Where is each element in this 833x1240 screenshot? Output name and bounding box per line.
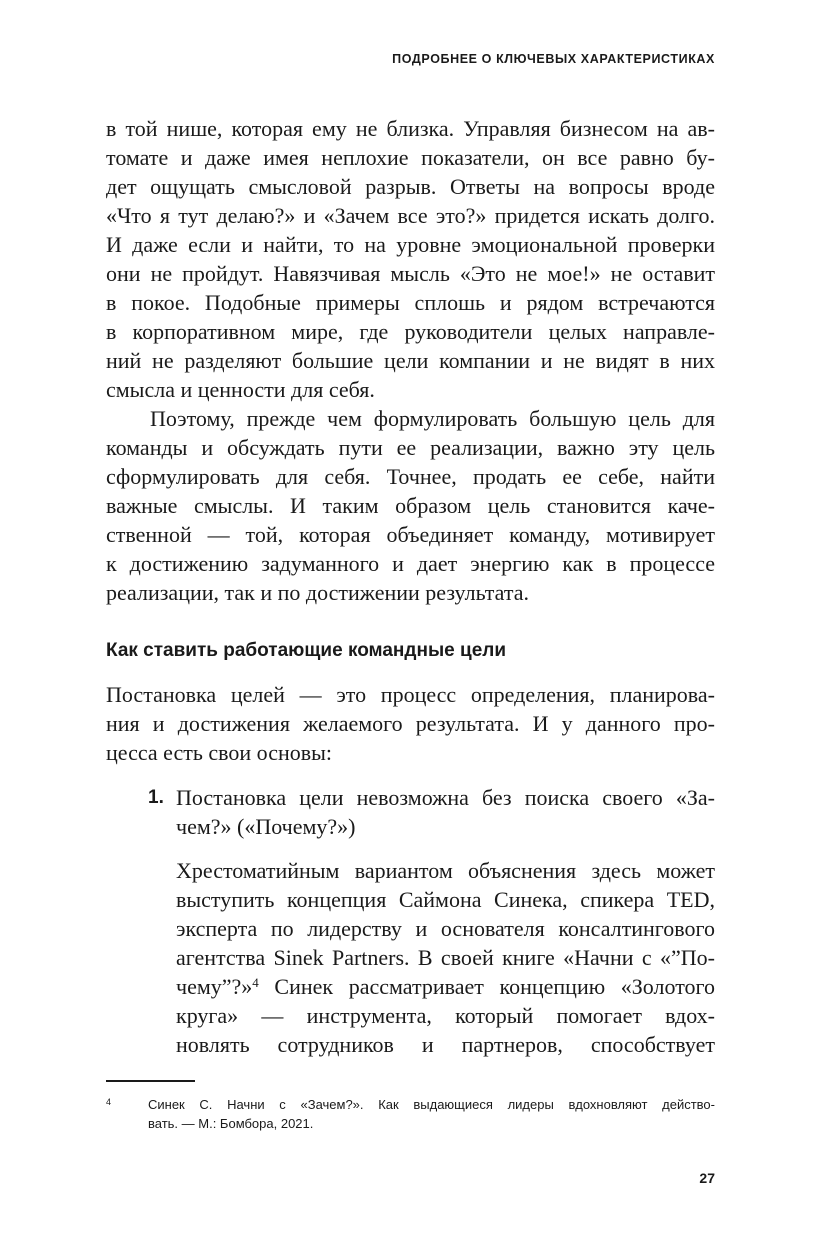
text-segment: Синек рассматривает концепцию «Золотого	[274, 974, 715, 999]
paragraph-line: «Что я тут делаю?» и «Зачем все это?» придется искать долго.	[106, 203, 715, 228]
paragraph-line: в покое. Подобные примеры сплошь и рядом встречаются	[106, 290, 715, 315]
list-item-line: Постановка цели невозможна без поиска своего «За-	[176, 785, 715, 810]
paragraph-line: реализации, так и по достижении результата.	[106, 580, 529, 605]
paragraph-line: они не пройдут. Навязчивая мысль «Это не мое!» не оставит	[106, 261, 715, 286]
footnote-divider	[106, 1080, 195, 1082]
paragraph-line: И даже если и найти, то на уровне эмоциональной проверки	[106, 232, 715, 257]
paragraph-line: в корпоративном мире, где руководители целых направле-	[106, 319, 715, 344]
paragraph-line: важные смыслы. И таким образом цель становится каче-	[106, 493, 715, 518]
paragraph-line: смысла и ценности для себя.	[106, 377, 375, 402]
text-segment: чему”?»	[176, 974, 253, 999]
list-body-line	[176, 972, 715, 1001]
list-item-line: чем?» («Почему?»)	[176, 814, 356, 839]
paragraph-line: ственной — той, которая объединяет команду, мотивирует	[106, 522, 715, 547]
paragraph-line: к достижению задуманного и дает энергию как в процессе	[106, 551, 715, 576]
paragraph-line: томате и даже имея неплохие показатели, он все равно бу-	[106, 145, 715, 170]
paragraph-line: сформулировать для себя. Точнее, продать ее себе, найти	[106, 464, 715, 489]
paragraph-line: в той нише, которая ему не близка. Управляя бизнесом на ав-	[106, 116, 715, 141]
list-number: 1.	[148, 787, 164, 808]
paragraph-line: Постановка целей — это процесс определения, планирова-	[106, 682, 715, 707]
paragraph-line: цесса есть свои основы:	[106, 740, 333, 765]
footnote-line: вать. — М.: Бомбора, 2021.	[148, 1116, 314, 1131]
paragraph-line: ния и достижения желаемого результата. И у данного про-	[106, 711, 715, 736]
list-body-line: новлять сотрудников и партнеров, способствует	[176, 1032, 715, 1057]
paragraph-line: Поэтому, прежде чем формулировать большую цель для	[150, 406, 715, 431]
running-head: ПОДРОБНЕЕ О КЛЮЧЕВЫХ ХАРАКТЕРИСТИКАХ	[392, 52, 715, 66]
list-body-line: эксперта по лидерству и основателя консалтингового	[176, 916, 715, 941]
paragraph-line: дет ощущать смысловой разрыв. Ответы на вопросы вроде	[106, 174, 715, 199]
list-body-line: выступить концепция Саймона Синека, спикера TED,	[176, 887, 715, 912]
footnote-number: 4	[106, 1097, 112, 1107]
footnote-reference: 4	[252, 975, 259, 990]
paragraph-line: ний не разделяют большие цели компании и не видят в них	[106, 348, 715, 373]
section-heading: Как ставить работающие командные цели	[106, 640, 507, 661]
page-number: 27	[699, 1170, 715, 1186]
paragraph-line: команды и обсуждать пути ее реализации, важно эту цель	[106, 435, 715, 460]
footnote-line: Синек С. Начни с «Зачем?». Как выдающиеся лидеры вдохновляют действо-	[148, 1097, 715, 1112]
list-body-line: агентства Sinek Partners. В своей книге «Начни с «”По-	[176, 945, 715, 970]
list-body-line: круга» — инструмента, который помогает вдох-	[176, 1003, 715, 1028]
list-body-line: Хрестоматийным вариантом объяснения здесь может	[176, 858, 715, 883]
